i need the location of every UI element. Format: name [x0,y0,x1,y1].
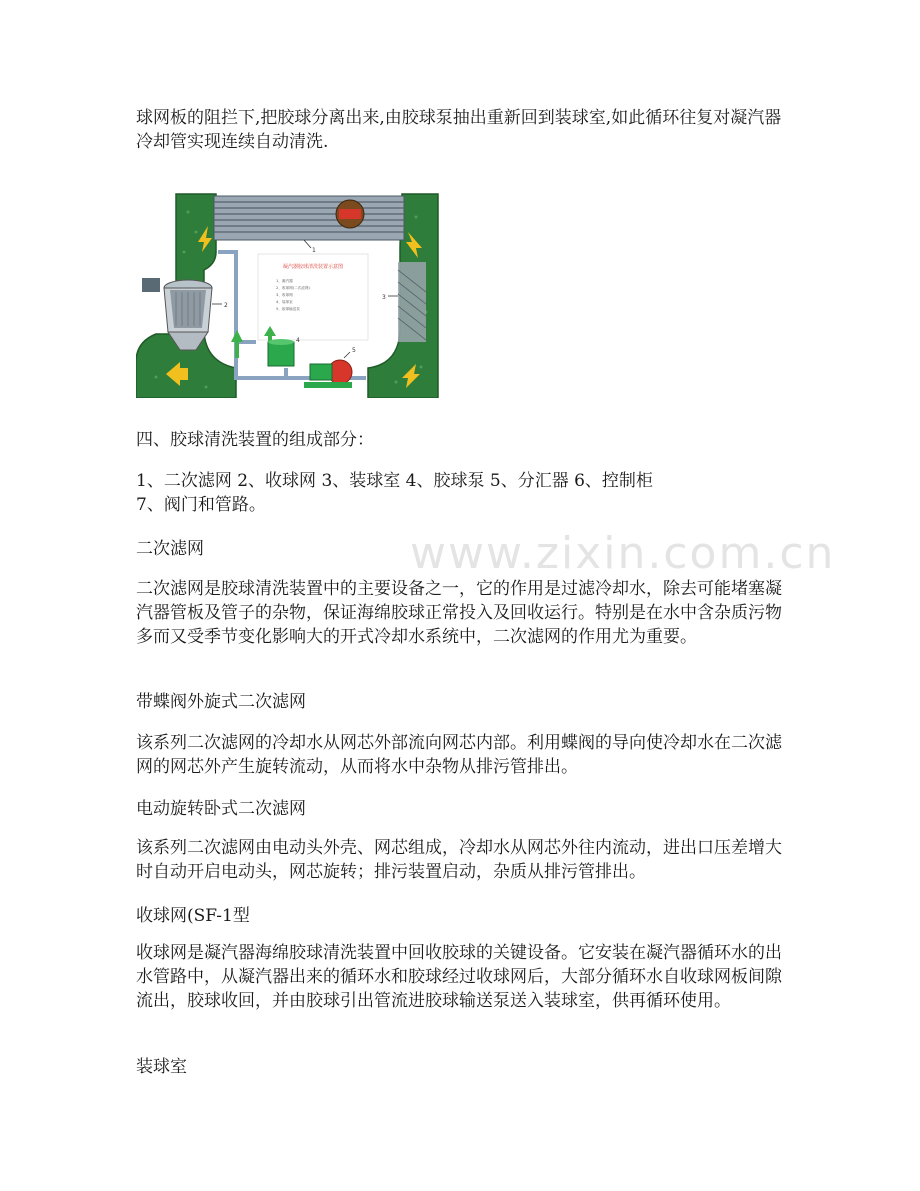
paragraph-butterfly-filter: 该系列二次滤网的冷却水从网芯外部流向网芯内部。利用蝶阀的导向使冷却水在二次滤网的网芯外产生旋转流动，从而将水中杂物从排污管排出。 [136,733,782,777]
legend-item: 1、凝汽器 [276,279,293,283]
legend-item: 3、收球网 [276,293,293,297]
heading-ball-chamber: 装球室 [136,1057,187,1077]
watermark: www.zixin.com.cn [410,528,836,579]
condenser-cleaning-diagram [136,192,446,398]
callout-3: 3 [382,294,386,301]
components-heading: 四、胶球清洗装置的组成部分： [136,430,374,450]
legend-item: 5、胶球输送泵 [276,307,300,311]
heading-secondary-filter: 二次滤网 [136,539,204,559]
intro-paragraph: 球网板的阻拦下,把胶球分离出来,由胶球泵抽出重新回到装球室,如此循环往复对凝汽器冷却管实现连续自动清洗. [136,108,782,152]
figure-title: 凝汽器胶球清洗装置示意图 [282,264,344,270]
callout-5: 5 [352,347,356,354]
components-line-2: 7、阀门和管路。 [136,495,266,515]
paragraph-ball-collector: 收球网是凝汽器海绵胶球清洗装置中回收胶球的关键设备。它安装在凝汽器循环水的出水管路中，从凝汽器出来的循环水和胶球经过收球网后，大部分循环水自收球网板间隙流出，胶球收回，并由胶球引出管流进胶球输送泵送入装球室，供再循环使用。 [136,943,782,1011]
heading-ball-collector: 收球网(SF-1型 [136,906,250,926]
legend-item: 4、装球室 [276,300,293,304]
legend-item: 2、收球网(二次滤网) [276,286,310,290]
heading-electric-filter: 电动旋转卧式二次滤网 [136,799,306,819]
callout-2: 2 [224,302,228,309]
heading-butterfly-filter: 带蝶阀外旋式二次滤网 [136,692,306,712]
paragraph-secondary-filter: 二次滤网是胶球清洗装置中的主要设备之一，它的作用是过滤冷却水，除去可能堵塞凝汽器管板及管子的杂物，保证海绵胶球正常投入及回收运行。特别是在水中含杂质污物多而又受季节变化影响大的开式冷却水系统中，二次滤网的作用尤为重要。 [136,579,782,647]
paragraph-electric-filter: 该系列二次滤网由电动头外壳、网芯组成，冷却水从网芯外往内流动，进出口压差增大时自动开启电动头，网芯旋转；排污装置启动，杂质从排污管排出。 [136,838,782,882]
components-line-1: 1、二次滤网 2、收球网 3、装球室 4、胶球泵 5、分汇器 6、控制柜 [136,471,653,491]
callout-1: 1 [312,247,316,254]
callout-4: 4 [296,337,300,344]
